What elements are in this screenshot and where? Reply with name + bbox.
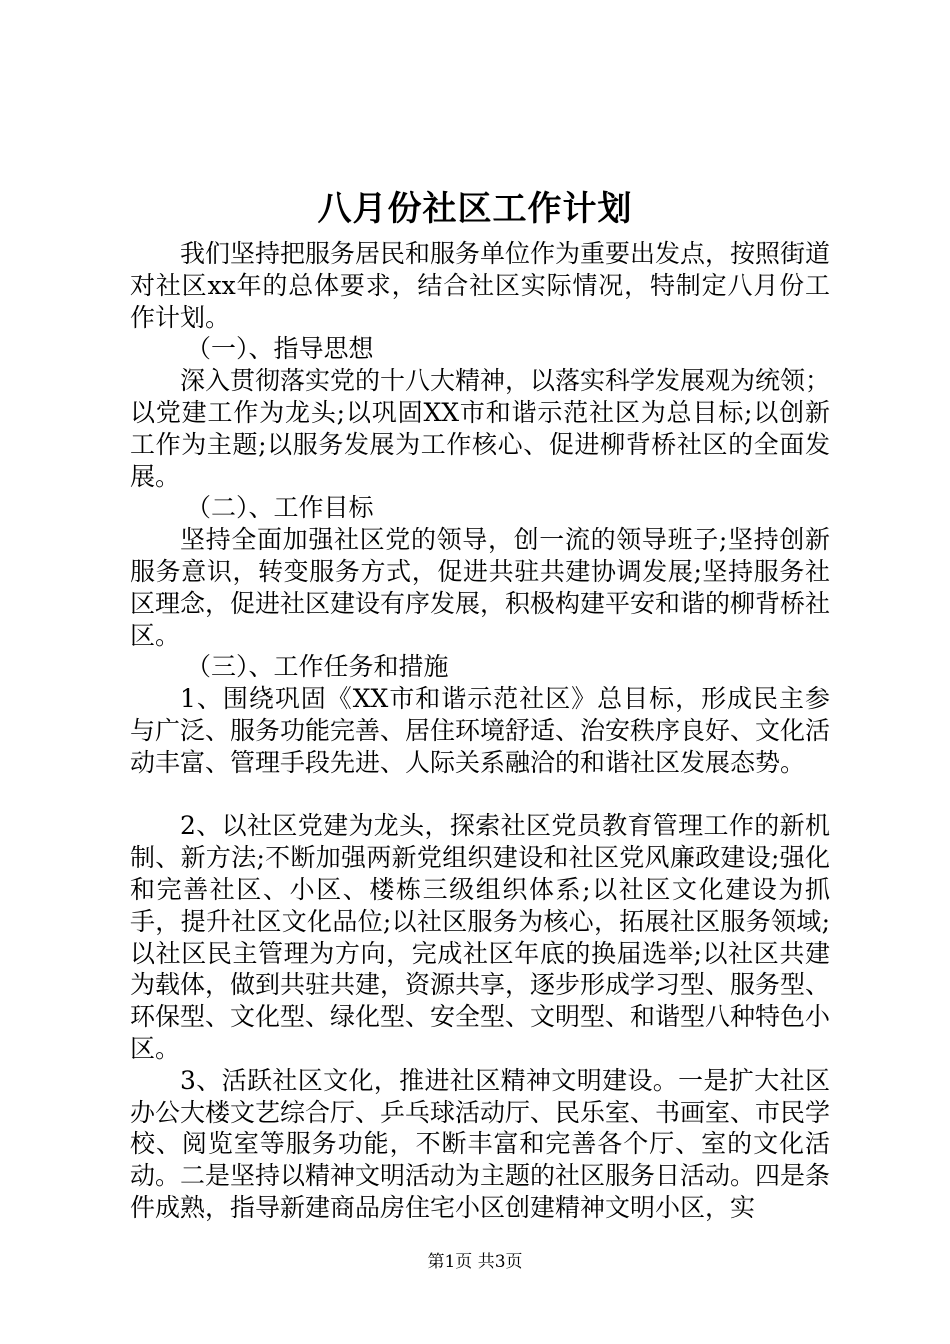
- document-body: [130, 238, 830, 1224]
- task-item-3: 3、活跃社区文化，推进社区精神文明建设。一是扩大社区办公大楼文艺综合厅、乒乓球活动厅、民乐室、书画室、市民学校、阅览室等服务功能，不断丰富和完善各个厅、室的文化活动。二是坚持以精神文明活动为主题的社区服务日活动。四是条件成熟，指导新建商品房住宅小区创建精神文明小区，实: [130, 1065, 831, 1222]
- section-heading-guiding-ideology: （一）、指导思想: [186, 334, 374, 364]
- intro-paragraph: 我们坚持把服务居民和服务单位作为重要出发点，按照街道对社区xx年的总体要求，结合社区实际情况，特制定八月份工作计划。: [130, 239, 831, 332]
- page-footer: 第1页 共3页: [427, 1252, 523, 1272]
- document-title: 八月份社区工作计划: [317, 189, 633, 229]
- guiding-ideology-paragraph: 深入贯彻落实党的十八大精神，以落实科学发展观为统领；以党建工作为龙头;以巩固XX市和谐示范社区为总目标;以创新工作为主题;以服务发展为工作核心、促进柳背桥社区的全面发展。: [130, 366, 831, 491]
- work-goals-paragraph: 坚持全面加强社区党的领导，创一流的领导班子;坚持创新服务意识，转变服务方式，促进共驻共建协调发展;坚持服务社区理念，促进社区建设有序发展，积极构建平安和谐的柳背桥社区。: [130, 525, 831, 650]
- task-item-2: 2、以社区党建为龙头，探索社区党员教育管理工作的新机制、新方法;不断加强两新党组织建设和社区党风廉政建设;强化和完善社区、小区、楼栋三级组织体系;以社区文化建设为抓手，提升社区文化品位;以社区服务为核心，拓展社区服务领域;以社区民主管理为方向，完成社区年底的换届选举;以社区共建为载体，做到共驻共建，资源共享，逐步形成学习型、服务型、环保型、文化型、绿化型、安全型、文明型、和谐型八种特色小区。: [130, 811, 831, 1063]
- section-heading-work-goals: （二）、工作目标: [186, 493, 374, 523]
- section-heading-tasks-measures: （三）、工作任务和措施: [186, 652, 449, 682]
- task-item-1: 1、围绕巩固《XX市和谐示范社区》总目标，形成民主参与广泛、服务功能完善、居住环境舒适、治安秩序良好、文化活动丰富、管理手段先进、人际关系融洽的和谐社区发展态势。: [130, 684, 831, 777]
